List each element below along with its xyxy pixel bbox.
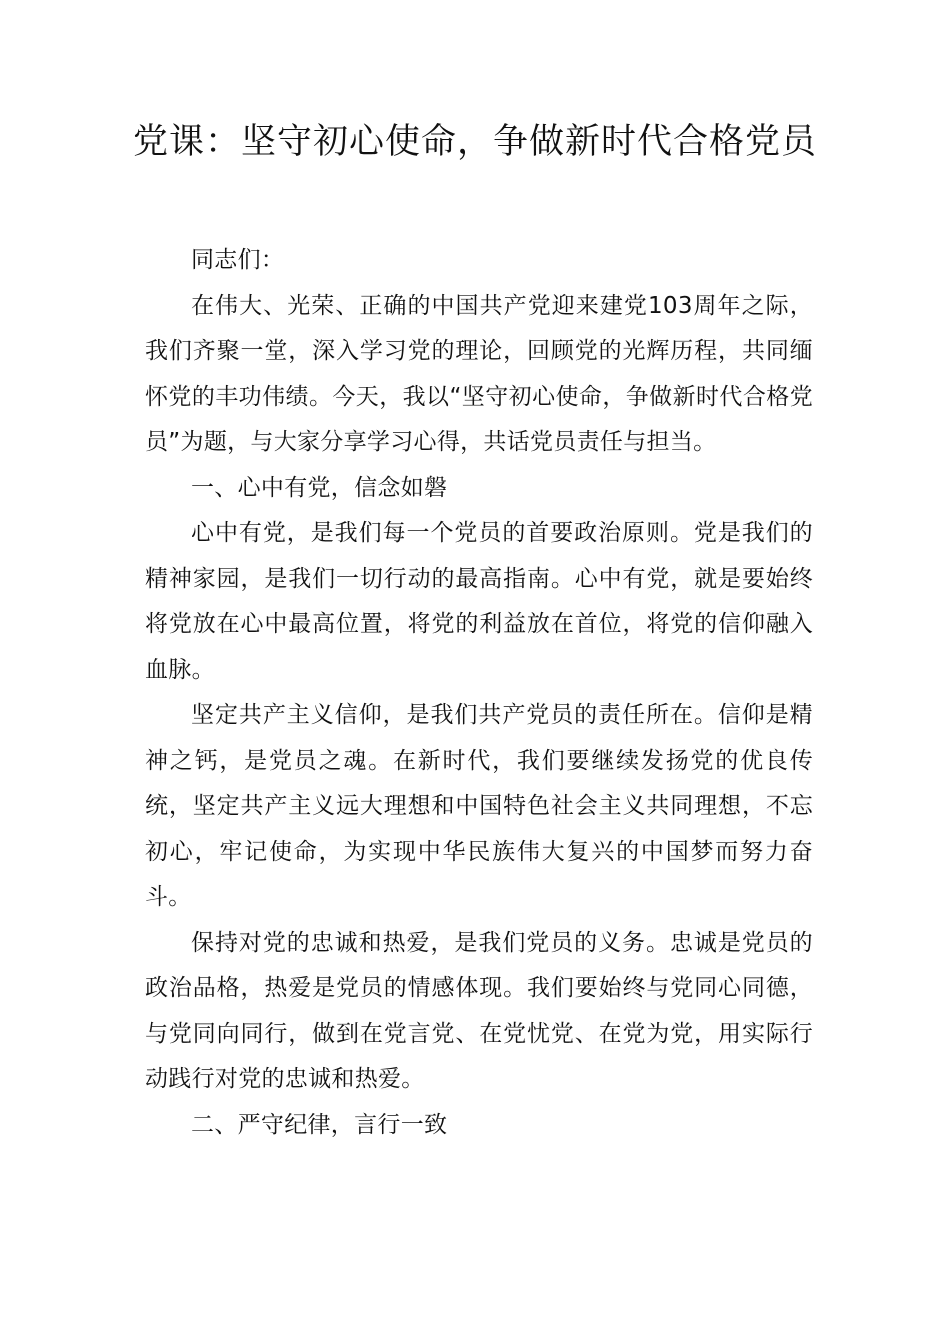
document-title: 党课：坚守初心使命，争做新时代合格党员 xyxy=(132,122,817,162)
greeting: 同志们： xyxy=(191,247,285,273)
intro-paragraph: 在伟大、光荣、正确的中国共产党迎来建党103周年之际，我们齐聚一堂，深入学习党的理论，回顾党的光辉历程，共同缅怀党的丰功伟绩。今天，我以“坚守初心使命，争做新时代合格党员”为题，与大家分享学习心得，共话党员责任与担当。 xyxy=(145,292,813,455)
section-1-paragraph-1: 心中有党，是我们每一个党员的首要政治原则。党是我们的精神家园，是我们一切行动的最高指南。心中有党，就是要始终将党放在心中最高位置，将党的利益放在首位，将党的信仰融入血脉。 xyxy=(145,520,813,683)
document-body xyxy=(145,238,813,1148)
section-2-heading: 二、严守纪律，言行一致 xyxy=(191,1111,448,1138)
section-1-paragraph-3: 保持对党的忠诚和热爱，是我们党员的义务。忠诚是党员的政治品格，热爱是党员的情感体现。我们要始终与党同心同德，与党同向同行，做到在党言党、在党忧党、在党为党，用实际行动践行对党的忠诚和热爱。 xyxy=(145,929,813,1092)
section-1-paragraph-2: 坚定共产主义信仰，是我们共产党员的责任所在。信仰是精神之钙，是党员之魂。在新时代，我们要继续发扬党的优良传统，坚定共产主义远大理想和中国特色社会主义共同理想，不忘初心，牢记使命，为实现中华民族伟大复兴的中国梦而努力奋斗。 xyxy=(145,702,813,910)
section-1-heading: 一、心中有党，信念如磐 xyxy=(191,474,448,501)
